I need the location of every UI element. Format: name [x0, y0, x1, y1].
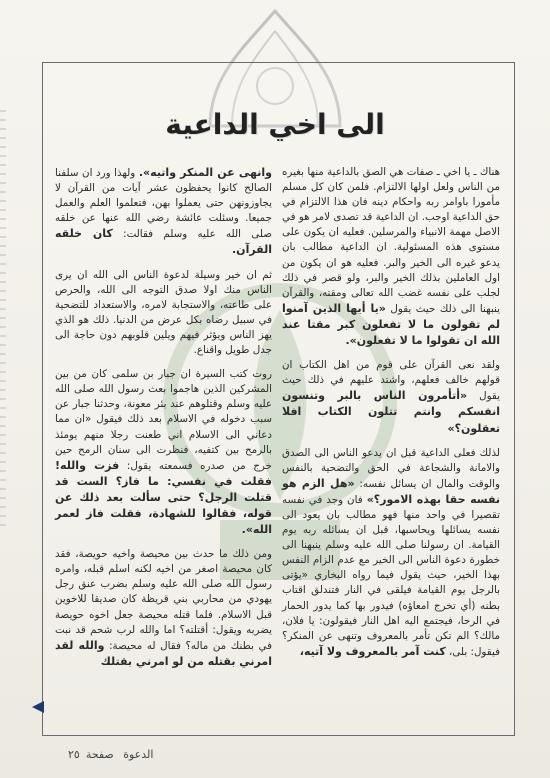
- article-left-column: [55, 165, 272, 679]
- paragraph-text: ومن ذلك ما حدث بين محيصة واخيه حويصة، فقد كان محيصة اصغر من اخيه لكنه اسلم قبله، وامره رسول الله صلى الله عليه وسلم بضرب عنق رجل يهودي من محاربي بني قريظة كان صديقا للاخوين قبل الاسلام. فلما قتله محيصة جعل اخوه حويصة يضربه ويقول: أقتلته؟ اما والله لرب شحم قد نبت في بطنك من ماله؟ فقال له محيصة:: [55, 548, 273, 652]
- page-label: صفحة: [85, 748, 114, 761]
- hadith-quote: وانهى عن المنكر واتيه».: [138, 166, 272, 179]
- page-number: ٢٥: [68, 748, 80, 761]
- paragraph-best-way: [55, 268, 272, 359]
- paragraph-muhaysa: [55, 547, 272, 670]
- paragraph-intro: [282, 165, 500, 349]
- hadith-quote: كنت آمر بالمعروف ولا آتيه،: [299, 644, 446, 658]
- article-right-column: [282, 165, 500, 669]
- page-footer: [62, 748, 153, 761]
- paragraph-text: فان وجد في نفسه تقصيرا في واحد منها فهو مطالب بان يعود الى نفسه يسائلها ويحاسبها، قبل ان يسائله ربه يوم القيامة. ان رسولنا صلى الله عليه وسلم ينبهنا الى خطورة دعوة الناس الى الخير مع عدم الزام النفس بهذا الخير، حيث يقول فيما رواه البخاري «يؤتى بالرجل يوم القيامة فيلقى في النار فتندلق اقتاب بطنه (أي تخرج امعاؤه) فيدور بها كما يدور الحمار في الرحا، فيجتمع اليه اهل النار فيقولون: يا فلان، مالك؟ الم تكن تأمر بالمعروف وتنهى عن المنكر؟ فيقول: بلى،: [282, 493, 500, 658]
- quran-quote: «أتأمرون الناس بالبر وتنسون انفسكم وانتم تتلون الكتاب افلا تعقلون؟»: [282, 389, 500, 435]
- highlight-quote: والله لقد امرني بقتله من لو امرني بقتلك: [55, 638, 272, 668]
- binding-edge: [0, 110, 6, 530]
- highlight-question: «هل الزم هو نفسه حقا بهذه الامور؟»: [282, 476, 500, 506]
- paragraph-self-accounting: [282, 446, 500, 660]
- article-title: الى اخي الداعية: [165, 108, 385, 141]
- magazine-name: الدعوة: [123, 748, 154, 761]
- paragraph-text: روت كتب السيرة ان جبار بن سلمى كان من بين المشركين الذين هاجموا بعث رسول الله صلى الله عليه وسلم وقتلوهم عند بئر معونة، وحدثنا جبار عن سبب دخوله في الاسلام بعد ذلك فيقول «ان مما دعاني الى الاسلام اني طعنت رجلا منهم يومئذ بالرمح بين كتفيه، فنظرت الى سنان الرمح حين خرج من صدره فسمعته يقول:: [55, 368, 272, 472]
- paragraph-jabbar: [55, 367, 272, 538]
- highlight-quote: كان خلقه القرآن.: [55, 227, 272, 257]
- paragraph-salaf: [55, 165, 272, 259]
- paragraph-text: لذلك فعلى الداعية قبل ان يدعو الناس الى الصدق والامانة والشجاعة في الحق والتضحية بالنفس والوقت والمال ان يسائل نفسه:: [282, 446, 500, 490]
- paragraph-text: ولقد نعى القرآن على قوم من اهل الكتاب ان قولهم خالف فعلهم، واشتد عليهم في ذلك حيث يقول: [282, 359, 500, 403]
- paragraph-text: ولهذا ورد ان سلفنا الصالح كانوا يحفظون عشر آيات من القرآن لا يجاوزونهن حتى يعملوا بهن، فتعلموا العلم والعمل جميعا. وسئلت عائشة رضي الله عنها عن خلقه صلى الله عليه وسلم فقالت:: [55, 167, 272, 241]
- paragraph-text: هناك ـ يا اخي ـ صفات هي الصق بالداعية منها بغيره من الناس ولعل اولها الالتزام. فلمن كان كل مسلم مأمورا باوامر ربه واحكام دينه فان هذا الالتزام في حق الداعية اوجب. ان الداعية قد تصدى لامر هو في الاصل مهمة الانبياء والمرسلين. فعليه ان يكون على مستوى هذه المسئولية. ان الداعية مطالب بان يدعو غيره الى الخير والبر. فعليه هو ان يكون من اول العاملين بذلك الخير والبر، ولو قصر في ذلك لجلب على نفسه غضب الله تعالى ومقته، والقرآن ينبهنا الى ذلك حيث يقول: [282, 166, 500, 315]
- quran-quote: «يا أيها الذين آمنوا لم تقولون ما لا تفعلون كبر مقتا عند الله ان تقولوا ما لا تفعلون».: [282, 301, 500, 348]
- continue-arrow-icon: [32, 701, 44, 713]
- highlight-quote: فزت والله! فقلت في نفسي: ما فاز؟ الست قد قتلت الرجل؟ حتى سألت بعد ذلك عن قوله، فقالوا للشهادة، فقلت فاز لعمر الله».: [55, 458, 272, 537]
- paragraph-ahl-kitab: [282, 358, 500, 436]
- paragraph-text: ثم ان خير وسيلة لدعوة الناس الى الله ان يرى الناس منك اولا صدق التوجه الى الله، والحرص على طاعته، والاستجابة لامره، والاستعداد للتضحية في سبيل رضاه بكل عرض من الدنيا. ذلك هو الذي يهز الناس ويؤثر فيهم ويلين قلوبهم دون حاجة الى جدل طويل واقناع.: [55, 268, 272, 357]
